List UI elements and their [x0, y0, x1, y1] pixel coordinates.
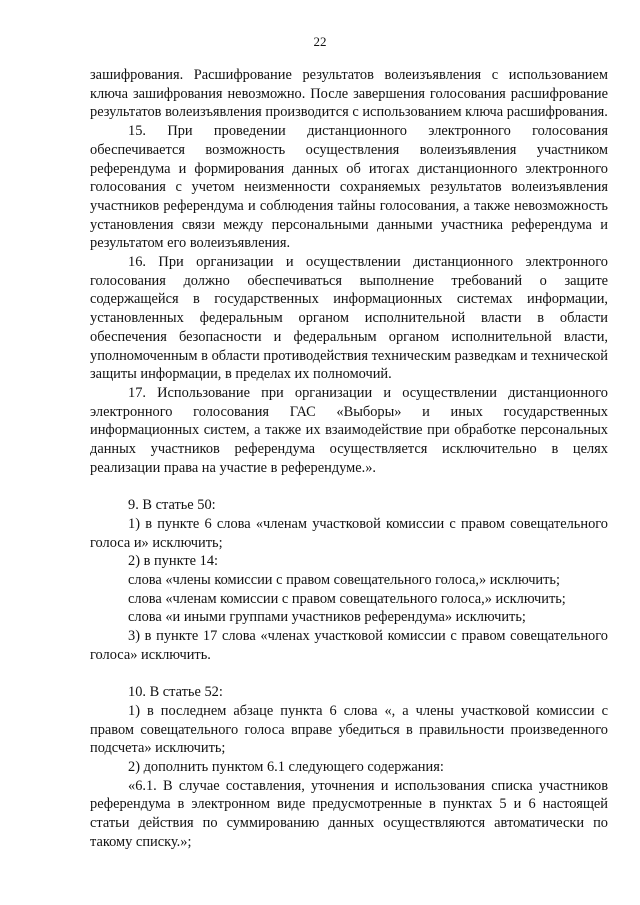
paragraph-item-17: 17. Использование при организации и осуществлении дистанционного электронного голосования ГАС «Выборы» и иных государственных информационных систем, а также их взаимодействие при обработке персональных данных участников референдума осуществляется исключительно в целях реализации права на участие в референдуме.».: [90, 384, 608, 476]
paragraph-article-50-heading: 9. В статье 50:: [128, 497, 216, 514]
paragraph-article-50-item-2-line-3: слова «и иными группами участников референдума» исключить;: [128, 609, 526, 626]
paragraph-article-50-item-3: 3) в пункте 17 слова «членах участковой комиссии с правом совещательного голоса» исключить.: [90, 628, 608, 663]
paragraph-article-52-item-1: 1) в последнем абзаце пункта 6 слова «, а члены участковой комиссии с правом совещательного голоса вправе убедиться в правильности произведенного подсчета» исключить;: [90, 702, 608, 757]
page-number: 22: [313, 34, 327, 49]
paragraph-article-52-item-6-1: «6.1. В случае составления, уточнения и использования списка участников референдума в электронном виде предусмотренные в пунктах 5 и 6 настоящей статьи действия по суммированию данных осуществляются автоматически по такому списку.»;: [90, 777, 608, 850]
paragraph-continuation: зашифрования. Расшифрование результатов волеизъявления с использованием ключа зашифрования невозможно. После завершения голосования расшифрование результатов волеизъявления производится с использованием ключа расшифрования.: [90, 67, 608, 121]
paragraph-article-50-item-1: 1) в пункте 6 слова «членам участковой комиссии с правом совещательного голоса и» исключить;: [90, 515, 608, 551]
paragraph-article-50-item-2: 2) в пункте 14:: [128, 553, 219, 570]
paragraph-article-50-item-2-line-1: слова «члены комиссии с правом совещательного голоса,» исключить;: [128, 571, 560, 588]
paragraph-article-52-item-2: 2) дополнить пунктом 6.1 следующего содержания:: [128, 758, 444, 775]
paragraph-article-52-heading: 10. В статье 52:: [128, 684, 223, 701]
paragraph-item-16: 16. При организации и осуществлении дистанционного электронного голосования должно обеспечиваться выполнение требований о защите содержащейся в государственных информационных системах информации, установленных федеральным органом исполнительной власти в области обеспечения безопасности и федеральным органом исполнительной власти, уполномоченным в области противодействия техническим разведкам и технической защиты информации, в пределах их полномочий.: [90, 254, 608, 383]
document-body: [90, 66, 608, 852]
paragraph-article-50-item-2-line-2: слова «членам комиссии с правом совещательного голоса,» исключить;: [128, 590, 566, 607]
paragraph-item-15: 15. При проведении дистанционного электронного голосования обеспечивается возможность осуществления волеизъявления участником референдума и формирования данных об итогах дистанционного электронного голосования с учетом неизменности сохраняемых результатов волеизъявления участников референдума и соблюдения тайны голосования, а также невозможность установления связи между персональными данными участника референдума и результатом его волеизъявления.: [90, 123, 608, 252]
